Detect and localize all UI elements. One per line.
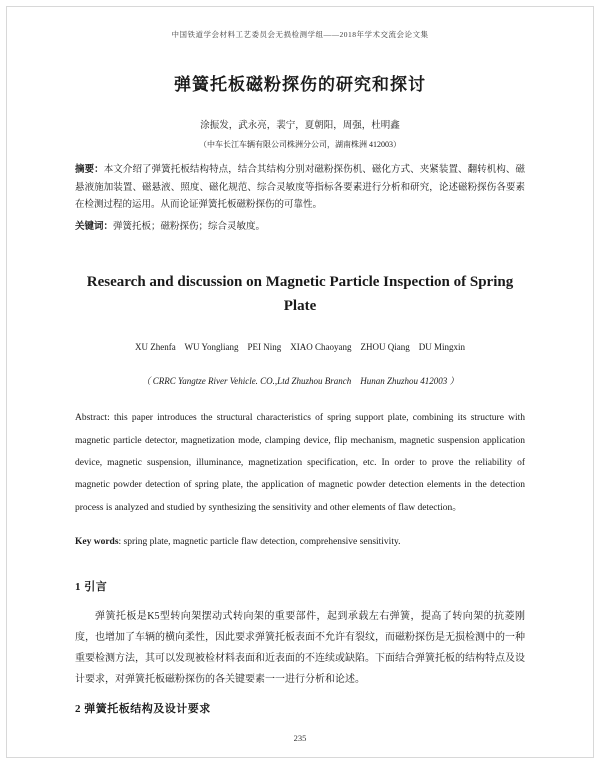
english-keywords [75,533,525,552]
english-keywords-label: Key words [75,536,119,547]
chinese-authors: 涂振发，武永亮，裴宁，夏朝阳，周强，杜明鑫 [200,121,400,131]
chinese-abstract-text: 本文介绍了弹簧托板结构特点，结合其结构分别对磁粉探伤机、磁化方式、夹紧装置、翻转机构、磁悬液施加装置、磁悬液、照度、磁化规范、综合灵敏度等指标各要素进行分析和研究，论述磁粉探伤各要素在检测过程的运用。从而论证弹簧托板磁粉探伤的可靠性。 [75,165,525,211]
english-abstract-text: this paper introduces the structural characteristics of spring support plate, combining its structure with magnetic particle detector, magnetization mode, clamping device, flip mechanism, magnetic suspension application device, magnetic suspension, illuminance, magnetization specification, etc. In order to prove the reliability of magnetic powder detection of spring plate, the application of magnetic powder detection elements in the detection process is analyzed and studied by synthesizing the sensitivity and other elements of flaw detection。 [75,413,525,513]
english-keywords-text: : spring plate, magnetic particle flaw detection, comprehensive sensitivity. [118,536,401,547]
page-number: 235 [293,733,307,743]
running-header: 中国铁道学会材料工艺委员会无损检测学组——2018年学术交流会论文集 [171,30,429,39]
english-authors: XU Zhenfa WU Yongliang PEI Ning XIAO Chaoyang ZHOU Qiang DU Mingxin [134,342,466,353]
chinese-abstract-label: 摘要： [75,165,104,175]
section-1-heading: 1 引言 [75,580,108,593]
chinese-keywords-text: 弹簧托板；磁粉探伤；综合灵敏度。 [113,221,266,232]
section-1-paragraph: 弹簧托板是K5型转向架摆动式转向架的重要部件，起到承载左右弹簧，提高了转向架的抗菱刚度，也增加了车辆的横向柔性，因此要求弹簧托板表面不允许有裂纹，而磁粉探伤是无损检测中的一种重要检测方法，其可以发现被检材料表面和近表面的不连续或缺陷。下面结合弹簧托板的结构特点及设计要求，对弹簧托板磁粉探伤的各关键要素一一进行分析和论述。 [75,610,525,685]
paper-page [6,6,594,758]
chinese-abstract [75,162,525,215]
chinese-keywords-label: 关键词： [75,221,114,232]
english-abstract-label: Abstract: [75,413,110,424]
chinese-title: 弹簧托板磁粉探伤的研究和探讨 [174,75,426,94]
chinese-affiliation: （中车长江车辆有限公司株洲分公司，湖南株洲 412003） [199,140,401,149]
section-2-heading: 2 弹簧托板结构及设计要求 [75,702,211,715]
english-affiliation: （ CRRC Yangtze River Vehicle. CO.,Ltd Zhuzhou Branch Hunan Zhuzhou 412003 ） [141,376,459,387]
chinese-keywords [75,219,525,237]
english-title: Research and discussion on Magnetic Particle Inspection of Spring Plate [86,274,514,315]
english-abstract [75,407,525,519]
